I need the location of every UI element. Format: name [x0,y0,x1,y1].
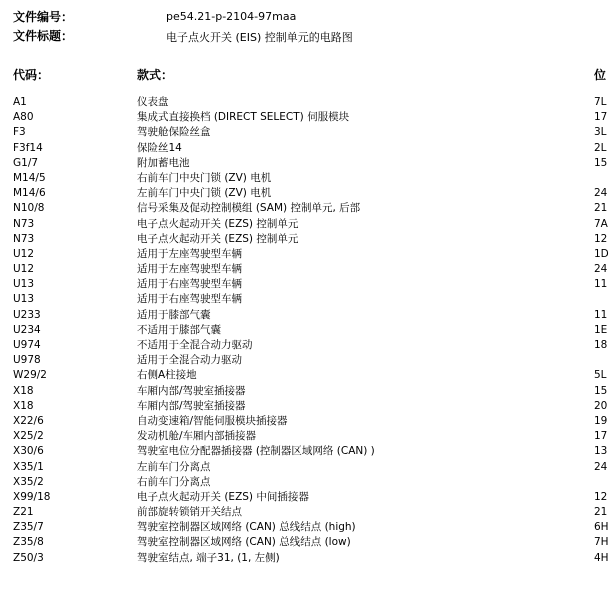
table-row [0,201,608,216]
table-row [0,520,609,535]
component-location: 7H [594,536,609,549]
component-location: 6H [594,521,609,534]
table-row [0,95,607,110]
component-code: U13 [13,293,35,306]
component-location: 11 [594,308,608,321]
component-description: 左前车门中央门锁 (ZV) 电机 [137,187,272,200]
table-row [0,444,608,459]
table-row [0,232,608,247]
component-code: Z35/8 [13,536,44,549]
table-row [0,353,604,368]
component-code: M14/6 [13,187,46,200]
table-row [0,247,609,262]
table-row [0,490,608,505]
component-code: U12 [13,247,35,260]
component-code: A1 [13,96,27,108]
doc-title-value: 电子点火开关 (EIS) 控制单元的电路图 [166,31,353,44]
component-code: X35/2 [13,475,44,488]
component-code: X18 [13,384,34,397]
component-code: G1/7 [13,156,39,169]
component-code: F3f14 [13,141,43,154]
table-row [0,217,608,232]
component-description: 前部旋转锁销开关结点 [137,506,242,519]
table-row [0,292,604,307]
component-code: X22/6 [13,414,44,427]
table-row [0,308,608,323]
component-description: 保险丝14 [137,141,182,154]
component-description: 右前车门分离点 [137,475,211,488]
component-code: X35/1 [13,460,44,473]
component-code: M14/5 [13,171,46,184]
component-code: N10/8 [13,202,45,215]
component-location: 5L [594,369,607,382]
component-code: N73 [13,232,35,245]
table-row [0,277,608,292]
table-row [0,460,608,475]
description-column-header: 款式： [137,68,174,82]
table-row [0,551,609,566]
table-row [0,399,608,414]
component-location: 17 [594,430,608,443]
component-description: 驾驶室控制器区域网络 (CAN) 总线结点 (low) [137,536,351,549]
component-code: W29/2 [13,369,47,382]
component-description: 集成式直接换档 (DIRECT SELECT) 伺服模块 [137,111,350,124]
component-location: 24 [594,187,608,200]
component-code: X25/2 [13,430,44,443]
component-description: 车厢内部/驾驶室插接器 [137,399,246,412]
component-location: 21 [594,506,608,519]
component-description: 发动机舱/车厢内部插接器 [137,430,257,443]
doc-number-label: 文件编号： [13,10,74,24]
component-location: 1D [594,247,609,260]
component-location: 2L [594,141,607,154]
doc-title-label: 文件标题： [13,29,74,43]
component-location: 24 [594,460,608,473]
component-description: 驾驶室结点, 端子31, (1, 左侧) [137,551,280,564]
code-column-header: 代码： [13,68,50,82]
component-description: 右侧A柱接地 [137,369,197,382]
component-location: 7A [594,217,608,230]
component-description: 仪表盘 [137,96,169,108]
component-description: 适用于右座驾驶型车辆 [137,278,242,291]
component-code: Z35/7 [13,521,44,534]
component-description: 适用于左座驾驶型车辆 [137,263,242,276]
component-code: Z50/3 [13,551,44,564]
table-row [0,110,608,125]
component-description: 不适用于全混合动力驱动 [137,339,253,351]
table-row [0,414,608,429]
table-row [0,262,608,277]
component-location: 11 [594,278,608,291]
component-code: U234 [13,323,41,336]
component-location: 1E [594,323,608,336]
component-description: 驾驶舱保险丝盒 [137,126,211,139]
table-row [0,475,604,490]
component-description: 适用于全混合动力驱动 [137,354,242,367]
component-description: 信号采集及促动控制模组 (SAM) 控制单元, 后部 [137,202,361,215]
component-code: F3 [13,126,26,139]
component-location: 13 [594,445,608,458]
table-row [0,323,608,338]
component-location: 15 [594,384,608,397]
component-description: 右前车门中央门锁 (ZV) 电机 [137,171,272,184]
component-description: 不适用于膝部气囊 [137,323,221,336]
component-code: U12 [13,263,35,276]
component-location: 7L [594,96,607,108]
component-code: Z21 [13,506,34,519]
component-description: 电子点火起动开关 (EZS) 中间插接器 [137,490,309,503]
doc-number-value: pe54.21-p-2104-97maa [166,10,297,23]
component-code: U978 [13,354,41,367]
component-description: 左前车门分离点 [137,460,211,473]
component-description: 自动变速箱/智能伺服模块插接器 [137,414,288,427]
component-description: 附加蓄电池 [137,156,190,169]
table-row [0,156,608,171]
component-list [0,95,609,566]
component-location: 20 [594,399,608,412]
table-row [0,186,608,201]
component-location: 4H [594,551,609,564]
component-location: 18 [594,339,608,351]
component-code: U974 [13,339,41,351]
component-code: U13 [13,278,35,291]
component-description: 适用于右座驾驶型车辆 [137,293,242,306]
table-row [0,429,608,444]
component-description: 适用于左座驾驶型车辆 [137,247,242,260]
component-code: U233 [13,308,41,321]
component-description: 驾驶室电位分配器插接器 (控制器区域网络 (CAN) ) [137,445,375,458]
component-description: 车厢内部/驾驶室插接器 [137,384,246,397]
table-row [0,141,607,156]
table-row [0,171,604,186]
component-location: 17 [594,111,608,124]
component-description: 驾驶室控制器区域网络 (CAN) 总线结点 (high) [137,521,356,534]
component-location: 12 [594,232,608,245]
table-row [0,384,608,399]
component-location: 24 [594,263,608,276]
component-code: X99/18 [13,490,51,503]
component-code: A80 [13,111,34,124]
component-location: 15 [594,156,608,169]
component-code: X18 [13,399,34,412]
component-location: 21 [594,202,608,215]
component-code: N73 [13,217,35,230]
table-row [0,535,609,550]
table-row [0,368,607,383]
component-description: 电子点火起动开关 (EZS) 控制单元 [137,217,299,230]
component-code: X30/6 [13,445,44,458]
component-location: 12 [594,490,608,503]
table-row [0,505,608,520]
location-column-header: 位 [594,68,607,82]
component-description: 适用于膝部气囊 [137,308,211,321]
component-location: 3L [594,126,607,139]
component-location: 19 [594,414,608,427]
table-row [0,338,608,353]
table-row [0,125,607,140]
component-description: 电子点火起动开关 (EZS) 控制单元 [137,232,299,245]
